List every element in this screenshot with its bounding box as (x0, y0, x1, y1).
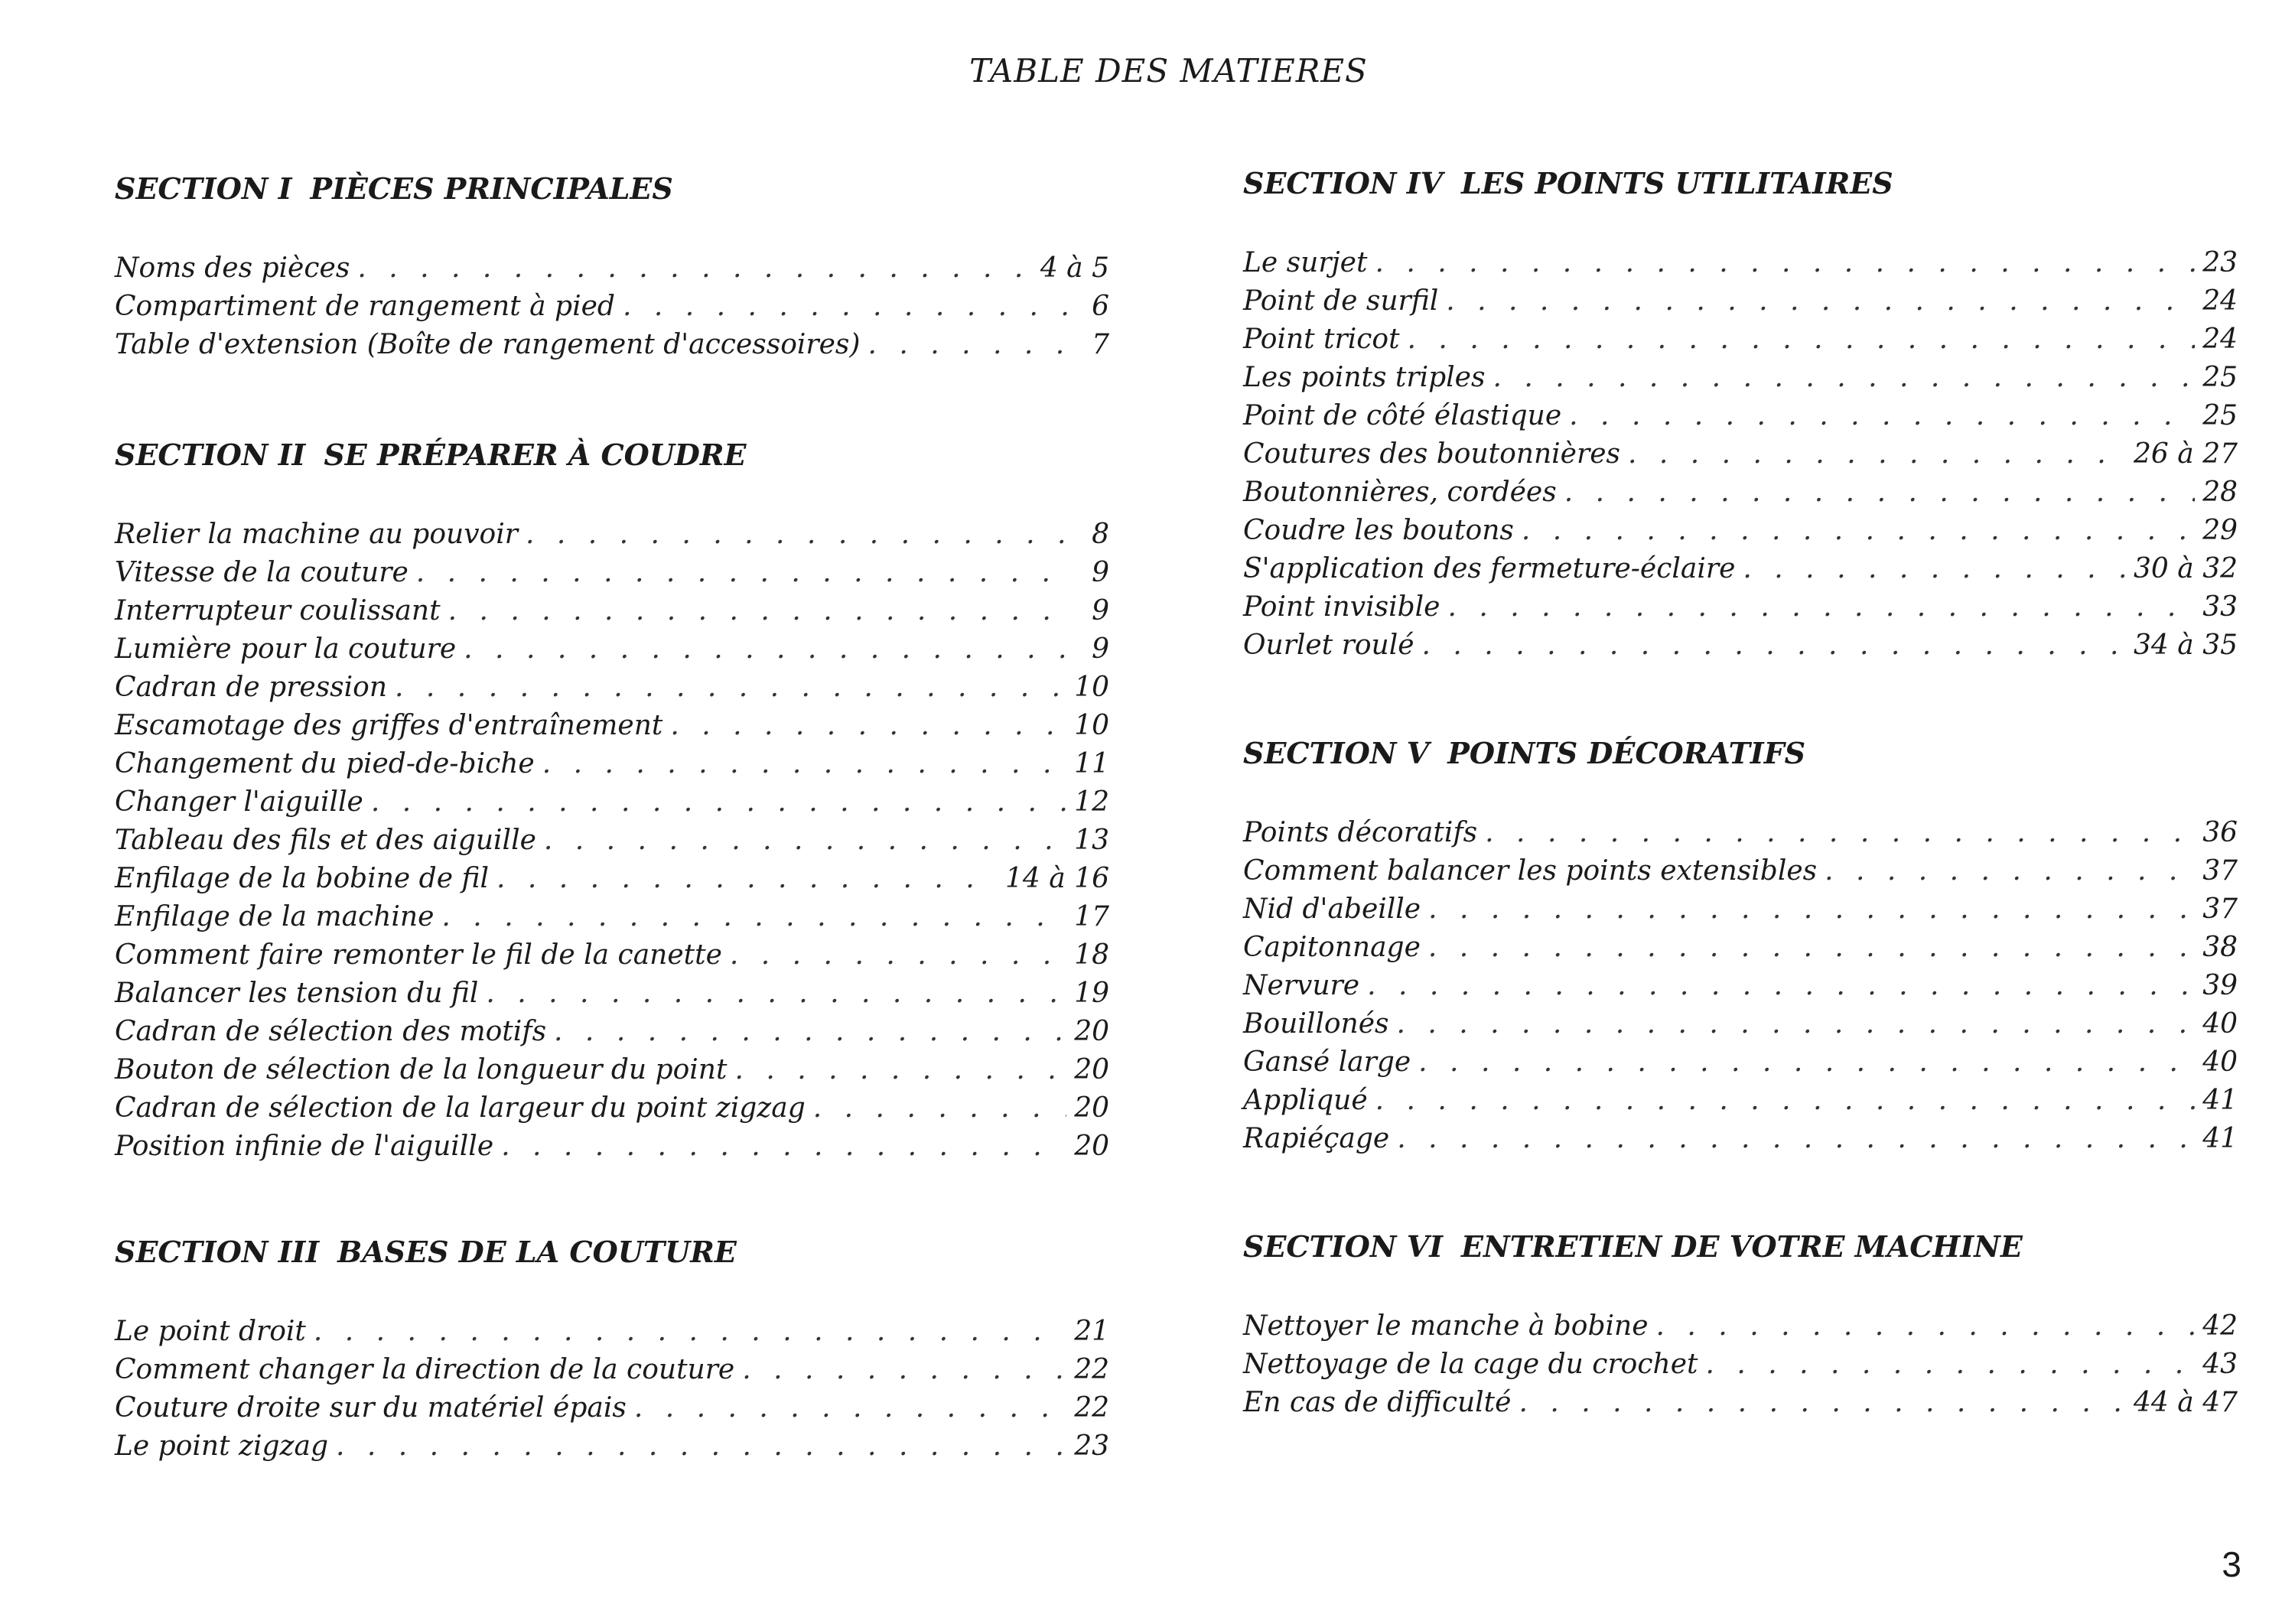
toc-entry-label: Bouillonés (1243, 1008, 1389, 1040)
toc-entry-label: Nid d'abeille (1243, 893, 1421, 925)
toc-entry-list (115, 1313, 1109, 1466)
toc-entry-label: Changement du pied-de-biche (115, 748, 535, 779)
toc-entry (115, 898, 1109, 936)
toc-entry (115, 1313, 1109, 1351)
toc-entry (115, 707, 1109, 745)
toc-entry-page: 13 (1074, 825, 1109, 856)
toc-entry (1243, 1307, 2238, 1346)
toc-entry (1243, 626, 2238, 665)
section-number: SECTION VI (1243, 1229, 1444, 1264)
toc-entry (115, 1128, 1109, 1166)
toc-entry (115, 1427, 1109, 1466)
section-number: SECTION V (1243, 736, 1430, 770)
section-heading (115, 436, 1109, 474)
dot-leader (486, 975, 1066, 1013)
toc-entry-label: Le surjet (1243, 247, 1368, 278)
toc-entry (1243, 1005, 2238, 1043)
toc-entry-page: 20 (1074, 1016, 1109, 1047)
toc-entry-label: Table d'extension (Boîte de rangement d'accessoires) (115, 329, 861, 360)
dot-leader (868, 326, 1071, 364)
dot-leader (554, 1013, 1066, 1051)
toc-entry-page: 10 (1074, 672, 1109, 703)
dot-leader (526, 516, 1071, 554)
toc-entry (115, 936, 1109, 975)
toc-entry (1243, 244, 2238, 282)
toc-entry (1243, 852, 2238, 890)
toc-entry-page: 41 (2202, 1085, 2238, 1116)
toc-entry (115, 249, 1109, 288)
toc-entry-page: 22 (1074, 1392, 1109, 1424)
toc-entry-label: Compartiment de rangement à pied (115, 291, 615, 322)
toc-entry-page: 20 (1074, 1054, 1109, 1085)
toc-entry-page: 23 (2202, 247, 2238, 278)
section-number: SECTION II (115, 438, 306, 472)
dot-leader (371, 783, 1066, 822)
toc-entry-page: 33 (2202, 591, 2238, 623)
toc-entry (1243, 397, 2238, 435)
toc-entry (115, 1351, 1109, 1389)
toc-entry-page: 20 (1074, 1092, 1109, 1124)
toc-entry (115, 288, 1109, 326)
toc-entry-label: Bouton de sélection de la longueur du point (115, 1054, 728, 1085)
toc-entry (1243, 321, 2238, 359)
toc-entry-page: 25 (2202, 400, 2238, 431)
toc-entry (1243, 435, 2238, 474)
dot-leader (813, 1089, 1066, 1128)
section-3 (115, 1233, 1109, 1466)
dot-leader (314, 1313, 1066, 1351)
toc-entry-label: Les points triples (1243, 362, 1486, 393)
section-title: PIÈCES PRINCIPALES (310, 171, 673, 206)
section-heading (1243, 734, 2238, 773)
section-number: SECTION III (115, 1235, 320, 1269)
toc-entry-label: Boutonnières, cordées (1243, 477, 1557, 508)
toc-entry (115, 592, 1109, 630)
toc-entry-label: Comment changer la direction de la couture (115, 1354, 735, 1385)
toc-entry-page: 34 à 35 (2134, 630, 2238, 661)
toc-entry-page: 40 (2202, 1008, 2238, 1040)
toc-entry-page: 29 (2202, 515, 2238, 546)
toc-entry-label: En cas de difficulté (1243, 1387, 1512, 1418)
dot-leader (357, 249, 1033, 288)
toc-entry-label: Point de surfil (1243, 285, 1439, 317)
toc-entry (1243, 929, 2238, 967)
toc-entry-page: 42 (2202, 1310, 2238, 1342)
toc-entry (1243, 550, 2238, 588)
dot-leader (623, 288, 1071, 326)
toc-entry-label: Position infinie de l'aiguille (115, 1131, 494, 1162)
toc-entry-label: Le point zigzag (115, 1430, 328, 1462)
dot-leader (1743, 550, 2126, 588)
toc-entry-page: 40 (2202, 1046, 2238, 1078)
toc-entry-page: 9 (1092, 595, 1109, 626)
page-title: TABLE DES MATIERES (969, 52, 1368, 89)
toc-entry-page: 23 (1074, 1430, 1109, 1462)
toc-entry-label: Vitesse de la couture (115, 557, 409, 588)
dot-leader (1628, 435, 2126, 474)
dot-leader (1522, 512, 2195, 550)
toc-entry-label: Le point droit (115, 1316, 306, 1347)
dot-leader (1485, 814, 2195, 852)
dot-leader (1428, 890, 2195, 929)
toc-entry (1243, 588, 2238, 626)
dot-leader (1375, 1082, 2196, 1120)
toc-entry-label: Ourlet roulé (1243, 630, 1414, 661)
toc-entry (1243, 359, 2238, 397)
toc-entry-page: 18 (1074, 939, 1109, 971)
toc-entry-label: Appliqué (1243, 1085, 1368, 1116)
toc-entry (115, 822, 1109, 860)
toc-entry-label: Point tricot (1243, 324, 1400, 355)
toc-entry-page: 37 (2202, 855, 2238, 887)
toc-entry-page: 22 (1074, 1354, 1109, 1385)
toc-entry (115, 1051, 1109, 1089)
toc-entry-page: 10 (1074, 710, 1109, 741)
section-2 (115, 436, 1109, 1166)
toc-entry-label: Enfilage de la bobine de fil (115, 863, 489, 894)
toc-entry-page: 14 à 16 (1005, 863, 1109, 894)
toc-entry (1243, 1082, 2238, 1120)
toc-entry-page: 41 (2202, 1123, 2238, 1154)
toc-entry-page: 4 à 5 (1040, 252, 1109, 284)
toc-entry-label: Gansé large (1243, 1046, 1411, 1078)
dot-leader (1447, 588, 2195, 626)
dot-leader (1446, 282, 2195, 321)
toc-entry-label: Comment faire remonter le fil de la canette (115, 939, 722, 971)
toc-entry (1243, 1043, 2238, 1082)
toc-entry (115, 554, 1109, 592)
toc-entry (115, 630, 1109, 669)
page-number: 3 (2222, 1544, 2241, 1584)
dot-leader (1428, 929, 2195, 967)
toc-entry-label: Cadran de sélection de la largeur du point zigzag (115, 1092, 806, 1124)
toc-entry-page: 8 (1092, 519, 1109, 550)
toc-entry (1243, 1384, 2238, 1422)
dot-leader (670, 707, 1066, 745)
dot-leader (1569, 397, 2195, 435)
toc-entry-label: Relier la machine au pouvoir (115, 519, 518, 550)
toc-entry-label: S'application des fermeture-éclaire (1243, 553, 1736, 584)
dot-leader (742, 1351, 1066, 1389)
toc-entry-page: 43 (2202, 1349, 2238, 1380)
toc-entry-page: 30 à 32 (2134, 553, 2238, 584)
dot-leader (416, 554, 1071, 592)
toc-entry-label: Balancer les tension du fil (115, 978, 479, 1009)
toc-entry-label: Rapiéçage (1243, 1123, 1390, 1154)
section-heading (115, 1233, 1109, 1271)
toc-entry-page: 12 (1074, 786, 1109, 818)
dot-leader (1422, 626, 2127, 665)
toc-entry (115, 326, 1109, 364)
toc-entry-label: Interrupteur coulissant (115, 595, 441, 626)
toc-entry-page: 11 (1074, 748, 1109, 779)
section-heading (1243, 164, 2238, 203)
toc-entry (115, 1089, 1109, 1128)
toc-entry-label: Coutures des boutonnières (1243, 438, 1620, 470)
toc-entry-page: 24 (2202, 285, 2238, 317)
section-number: SECTION I (115, 171, 292, 206)
toc-entry (1243, 282, 2238, 321)
toc-entry-label: Nervure (1243, 970, 1360, 1001)
dot-leader (395, 669, 1066, 707)
dot-leader (496, 860, 998, 898)
toc-entry (115, 860, 1109, 898)
section-heading (115, 170, 1109, 208)
toc-entry-page: 7 (1092, 329, 1109, 360)
dot-leader (464, 630, 1071, 669)
toc-entry (1243, 512, 2238, 550)
toc-entry-page: 28 (2202, 477, 2238, 508)
section-title: ENTRETIEN DE VOTRE MACHINE (1461, 1229, 2023, 1264)
dot-leader (1493, 359, 2195, 397)
toc-entry-page: 21 (1074, 1316, 1109, 1347)
toc-entry-list (1243, 244, 2238, 665)
dot-leader (448, 592, 1071, 630)
toc-entry (115, 745, 1109, 783)
dot-leader (730, 936, 1066, 975)
dot-leader (336, 1427, 1066, 1466)
dot-leader (1519, 1384, 2126, 1422)
dot-leader (544, 822, 1066, 860)
toc-entry-label: Couture droite sur du matériel épais (115, 1392, 627, 1424)
dot-leader (1367, 967, 2195, 1005)
toc-entry (1243, 1120, 2238, 1158)
toc-entry-page: 37 (2202, 893, 2238, 925)
section-title: BASES DE LA COUTURE (337, 1235, 737, 1269)
toc-entry (1243, 890, 2238, 929)
toc-entry-label: Nettoyage de la cage du crochet (1243, 1349, 1698, 1380)
toc-entry-label: Points décoratifs (1243, 817, 1478, 848)
toc-entry-page: 20 (1074, 1131, 1109, 1162)
toc-entry-list (1243, 1307, 2238, 1422)
dot-leader (1408, 321, 2196, 359)
dot-leader (634, 1389, 1066, 1427)
toc-entry (115, 516, 1109, 554)
toc-entry-label: Comment balancer les points extensibles (1243, 855, 1818, 887)
toc-entry-list (115, 516, 1109, 1166)
toc-entry-label: Changer l'aiguille (115, 786, 363, 818)
toc-entry-page: 36 (2202, 817, 2238, 848)
toc-entry (115, 669, 1109, 707)
toc-entry-label: Nettoyer le manche à bobine (1243, 1310, 1649, 1342)
toc-entry-page: 44 à 47 (2134, 1387, 2238, 1418)
toc-entry-label: Point de côté élastique (1243, 400, 1562, 431)
toc-entry (1243, 474, 2238, 512)
section-title: SE PRÉPARER À COUDRE (324, 438, 747, 472)
dot-leader (441, 898, 1066, 936)
section-1 (115, 170, 1109, 364)
section-5 (1243, 734, 2238, 1158)
dot-leader (1825, 852, 2195, 890)
toc-entry-page: 9 (1092, 633, 1109, 665)
toc-entry-page: 17 (1074, 901, 1109, 932)
toc-entry-label: Enfilage de la machine (115, 901, 435, 932)
toc-entry-label: Point invisible (1243, 591, 1440, 623)
toc-entry-page: 6 (1092, 291, 1109, 322)
toc-entry-page: 39 (2202, 970, 2238, 1001)
toc-entry-label: Lumière pour la couture (115, 633, 457, 665)
toc-entry (115, 1013, 1109, 1051)
section-6 (1243, 1228, 2238, 1422)
toc-entry (115, 783, 1109, 822)
toc-entry-page: 25 (2202, 362, 2238, 393)
section-number: SECTION IV (1243, 166, 1444, 200)
dot-leader (1418, 1043, 2195, 1082)
toc-entry (1243, 814, 2238, 852)
dot-leader (734, 1051, 1066, 1089)
toc-entry-page: 38 (2202, 932, 2238, 963)
toc-entry-page: 26 à 27 (2134, 438, 2238, 470)
toc-entry (115, 1389, 1109, 1427)
section-4 (1243, 164, 2238, 665)
dot-leader (1375, 244, 2195, 282)
section-heading (1243, 1228, 2238, 1266)
dot-leader (1705, 1346, 2195, 1384)
toc-entry (1243, 967, 2238, 1005)
toc-entry-list (115, 249, 1109, 364)
toc-entry-label: Cadran de pression (115, 672, 388, 703)
toc-entry (1243, 1346, 2238, 1384)
toc-entry-label: Coudre les boutons (1243, 515, 1514, 546)
dot-leader (501, 1128, 1066, 1166)
toc-entry-label: Tableau des fils et des aiguille (115, 825, 536, 856)
toc-entry-page: 9 (1092, 557, 1109, 588)
dot-leader (1397, 1005, 2196, 1043)
toc-entry-page: 19 (1074, 978, 1109, 1009)
toc-entry-label: Cadran de sélection des motifs (115, 1016, 547, 1047)
toc-entry-page: 24 (2202, 324, 2238, 355)
section-title: LES POINTS UTILITAIRES (1461, 166, 1893, 200)
dot-leader (542, 745, 1066, 783)
section-title: POINTS DÉCORATIFS (1447, 736, 1806, 770)
dot-leader (1564, 474, 2195, 512)
toc-entry (115, 975, 1109, 1013)
dot-leader (1397, 1120, 2195, 1158)
dot-leader (1656, 1307, 2196, 1346)
toc-entry-label: Capitonnage (1243, 932, 1421, 963)
toc-entry-label: Noms des pièces (115, 252, 350, 284)
toc-entry-label: Escamotage des griffes d'entraînement (115, 710, 663, 741)
toc-entry-list (1243, 814, 2238, 1158)
